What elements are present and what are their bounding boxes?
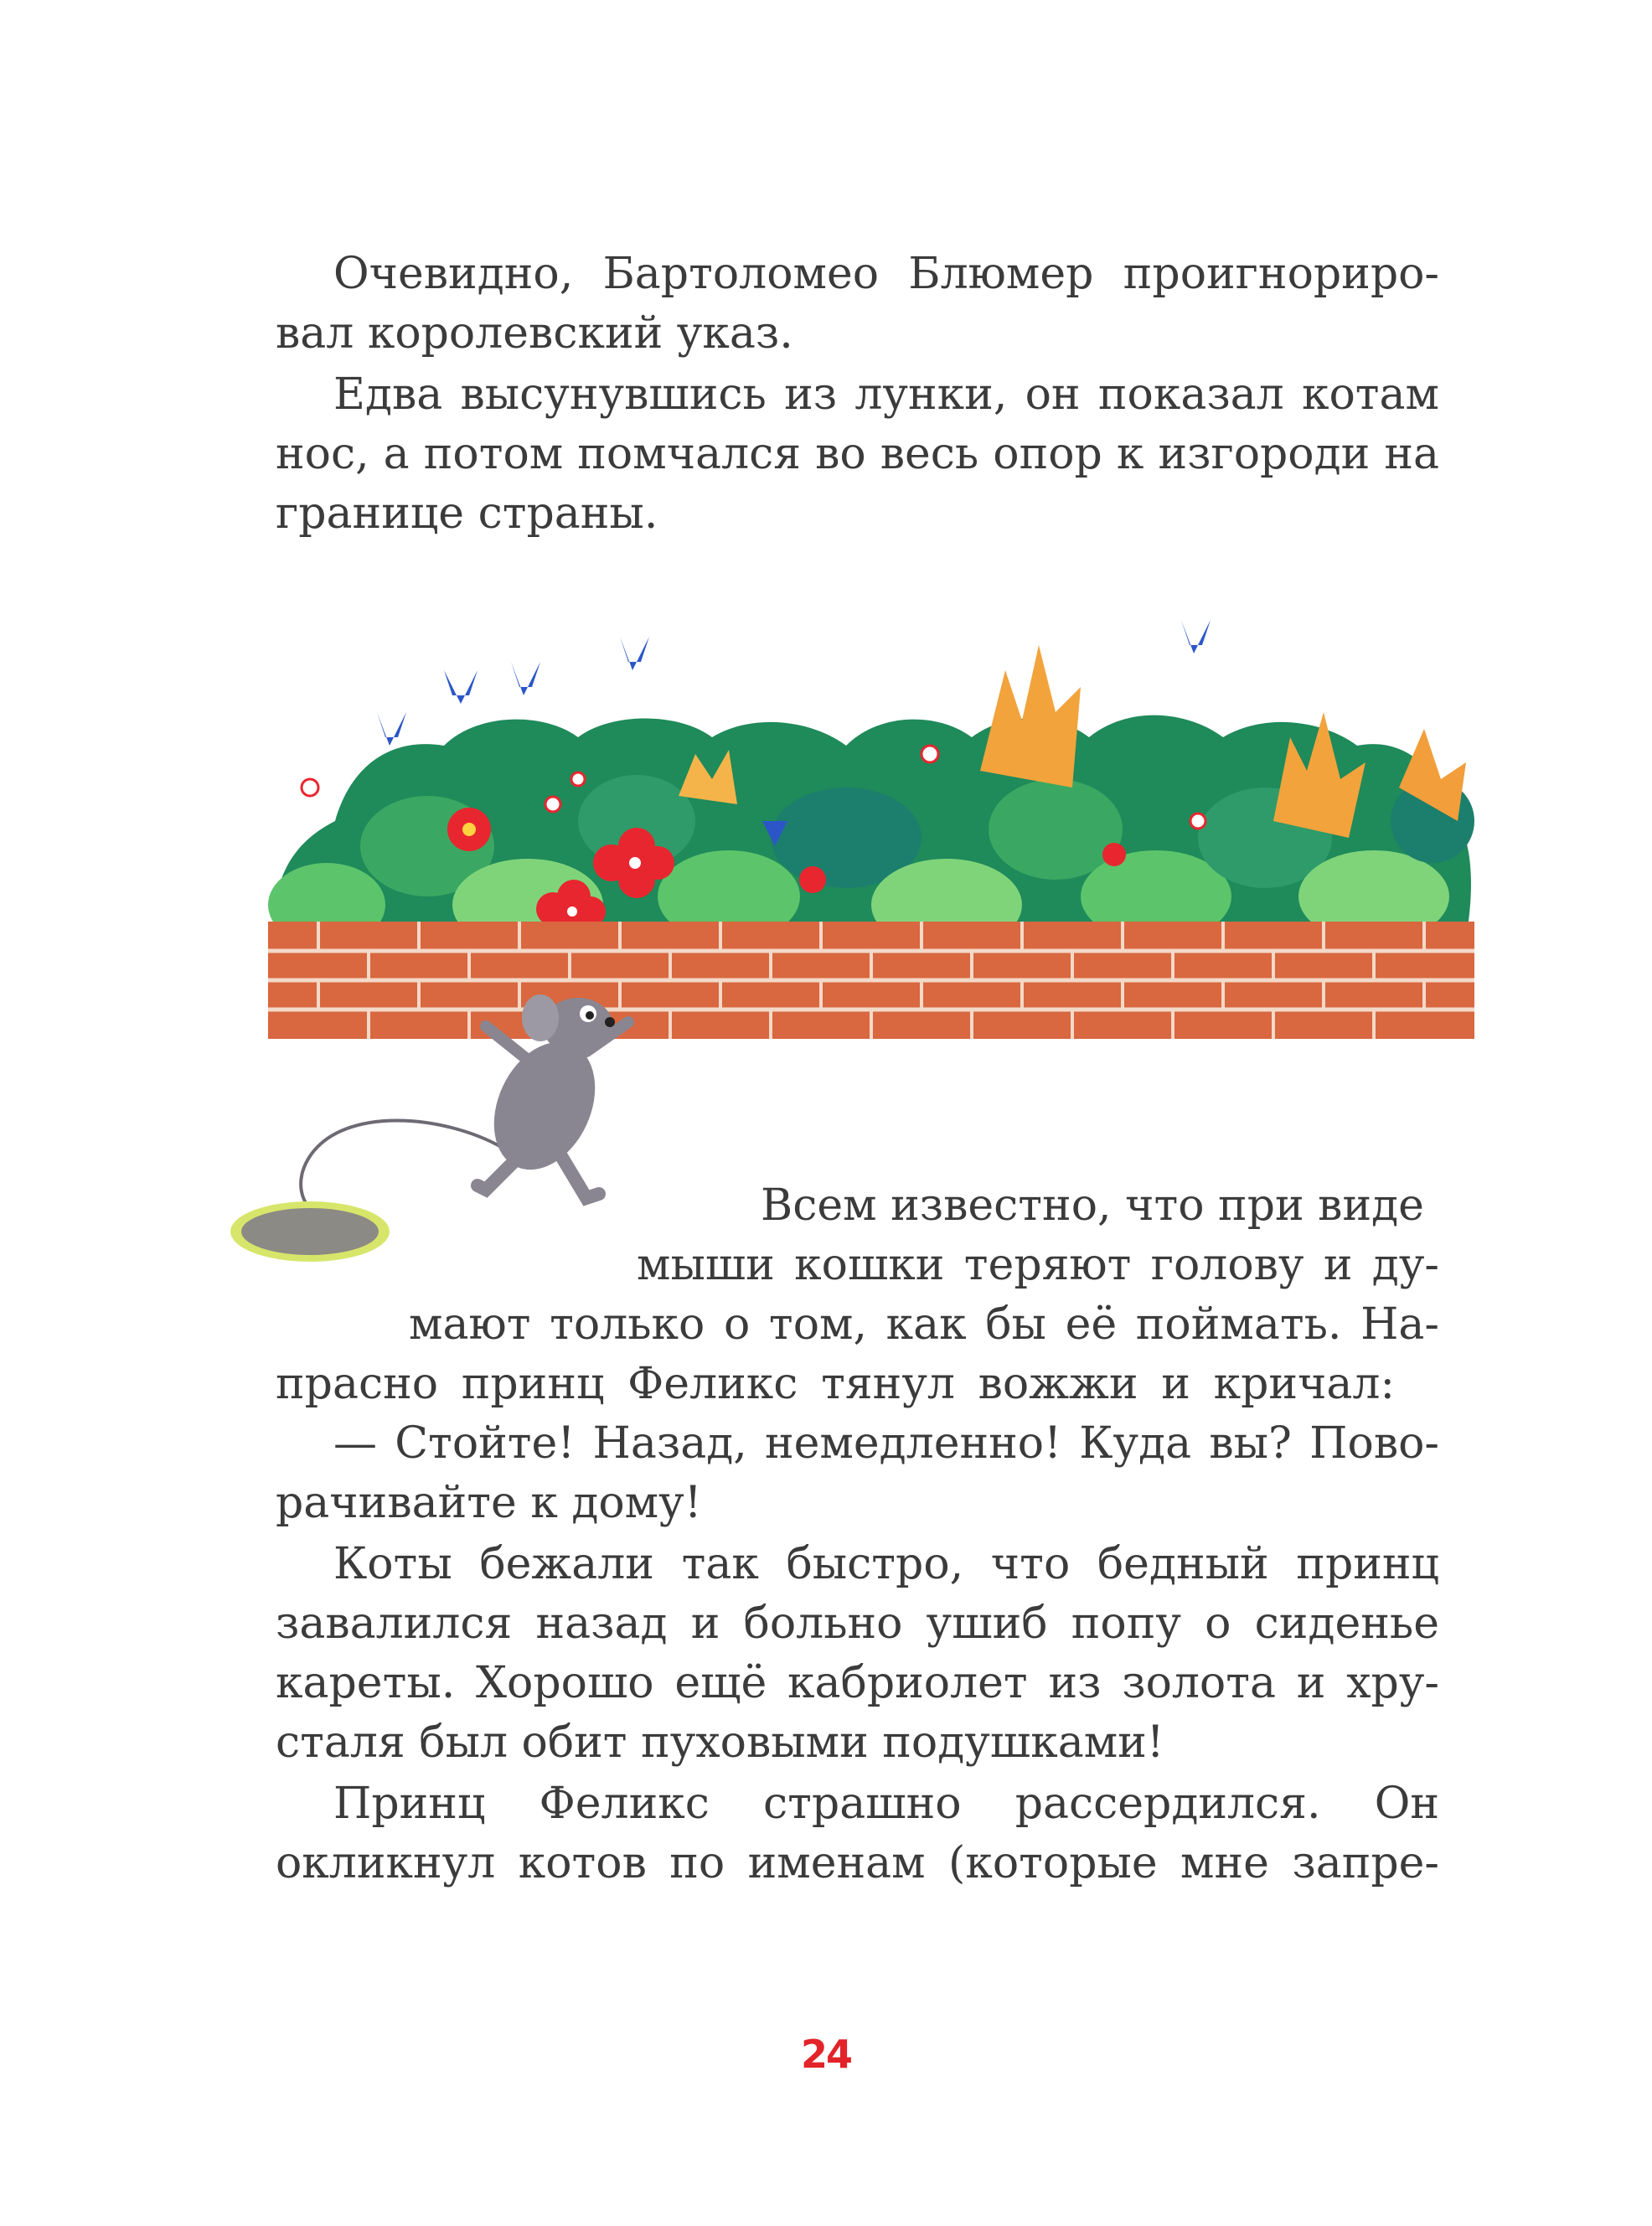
- text-line: рачивайте к дому!: [276, 1478, 702, 1528]
- text-line: сталя был обит пуховыми подушками!: [276, 1717, 1164, 1768]
- text-line: Коты бежали так быстро, что бедный принц: [333, 1539, 1439, 1589]
- text-line: границе страны.: [276, 488, 658, 539]
- text-line: прасно принц Феликс тянул вожжи и кричал:: [276, 1359, 1395, 1409]
- text-line: Очевидно, Бартоломео Блюмер проигнориро-: [333, 249, 1439, 299]
- text-line: окликнул котов по именам (которые мне запре-: [276, 1838, 1439, 1888]
- page-number: 24: [800, 2032, 851, 2077]
- text-line: Принц Феликс страшно рассердился. Он: [333, 1779, 1439, 1829]
- text-line: нос, а потом помчался во весь опор к изгороди на: [276, 429, 1439, 479]
- text-line: Всем известно, что при виде: [761, 1180, 1424, 1231]
- text-line: мают только о том, как бы её поймать. На-: [409, 1299, 1439, 1350]
- text-line: вал королевский указ.: [276, 308, 793, 359]
- text-line: Едва высунувшись из лунки, он показал котам: [333, 369, 1439, 420]
- text-line: — Стойте! Назад, немедленно! Куда вы? Пово-: [333, 1418, 1439, 1469]
- text-line: мыши кошки теряют голову и ду-: [637, 1240, 1439, 1290]
- text-line: завалился назад и больно ушиб попу о сиденье: [276, 1598, 1439, 1649]
- text-line: кареты. Хорошо ещё кабриолет из золота и хру-: [276, 1658, 1439, 1708]
